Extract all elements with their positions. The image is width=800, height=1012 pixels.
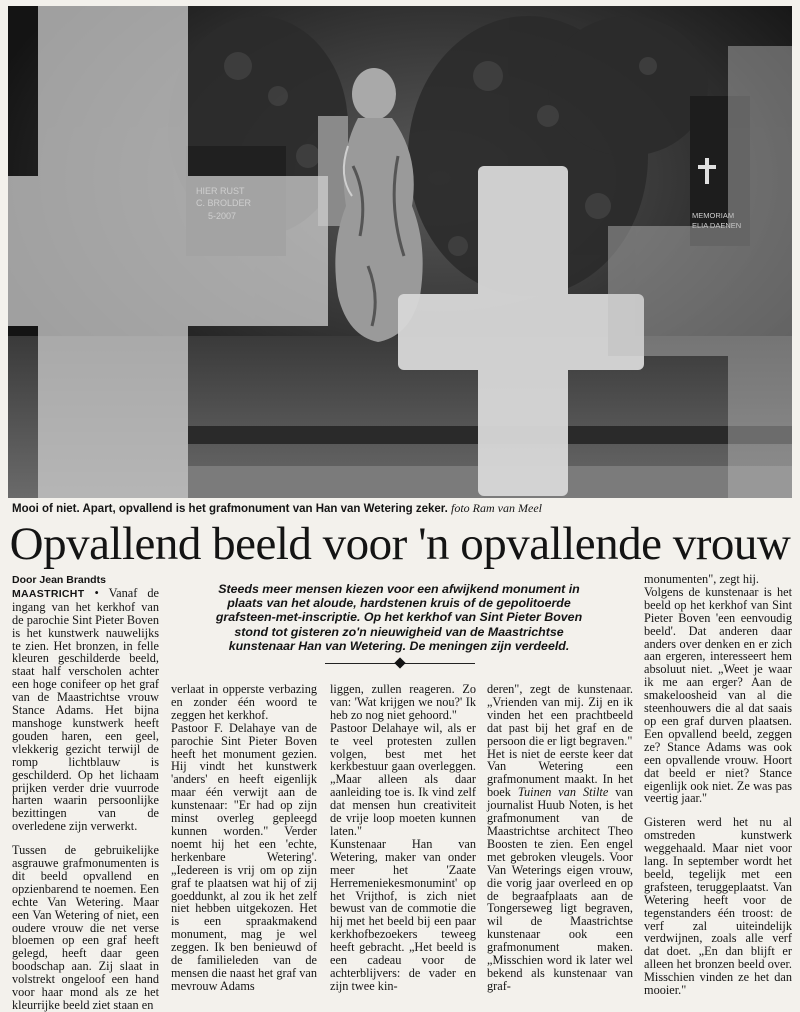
col5-paragraph-2: Volgens de kunstenaar is het beeld op het kerkhof van Sint Pieter Boven 'een eenvoudig beeld'. Dat anderen daar anders over denken en er zich aan ergeren, interesseert hem absoluut niet. „Weet je waar ik me aan erger? Aan de smakeloosheid van al die steenhouwers die al dat saais op een graf durven plaatsen. Een opvallend beeld, zeggen ze? Stance Adams was ook een opvallende vrouw. Hoort dat beeld er niet? Stance eigenlijk ook niet. Ze was pas veertig jaar." bbox=[644, 584, 792, 806]
article-column-5 bbox=[644, 573, 792, 997]
photo-credit: foto Ram van Meel bbox=[451, 501, 542, 515]
article-column-1: Door Jean Brandts MAASTRICHT • Vanaf de ingang van het kerkhof van de parochie Sint Pieter Boven is het kunstwerk nauwelijks te zien. Het bronzen, in felle kleuren geschilderde beeld, staat half verscholen achter een hoge conifeer op het graf van de Maastrichtse vrouw Stance Adams. Het bijna manshoge kunstwerk heeft gouden haren, een geel, vlekkerig gezicht terwijl de romp lichtblauw is geschilderd. Op het lichaam prijken verder drie vuurrode harten waarin persoonlijke bezittingen van de overledene zijn verwerkt. Tussen de gebruikelijke asgrauwe grafmonumenten is dit beeld opvallend en opzienbarend te noemen. Een echte Van Wetering. Maar een Van Wetering of niet, een oudere vrouw die net verse bloemen op een graf heeft gelegd, heeft daar geen boodschap aan. Zij slaat in volstrekt ongeloof een hand voor haar mond als ze het kleurrijke beeld ziet staan en bbox=[12, 574, 160, 1012]
col1-paragraph-1: Vanaf de ingang van het kerkhof van de parochie Sint Pieter Boven is het kunstwerk nauwelijks te zien. Het bronzen, in felle kleuren geschilderde beeld, staat half verscholen achter een hoge conifeer op het graf van de Maastrichtse vrouw Stance Adams. Het bijna manshoge kunstwerk heeft gouden haren, een geel, vlekkerig gezicht terwijl de romp lichtblauw is geschilderd. Op het lichaam prijken verder drie vuurrode harten waarin persoonlijke bezittingen van de overledene zijn verwerkt. bbox=[12, 585, 160, 834]
col5-paragraph-3: Gisteren werd het nu al omstreden kunstwerk weggehaald. Maar niet voor lang. In september wordt het beeld, tegelijk met een grafsteen, teruggeplaatst. Van Wetering heeft voor de tegenstanders één troost: de verf zal uiteindelijk verdwijnen, zoals alle verf dat doet. „En dan blijft er alleen het bronzen beeld over. Misschien vinden ze het dan mooier." bbox=[644, 815, 792, 998]
cemetery-photo-illustration bbox=[8, 6, 792, 498]
headline: Opvallend beeld voor 'n opvallende vrouw bbox=[9, 518, 791, 570]
col4-paragraph-1: deren", zegt de kunstenaar. „Vrienden van mij. Zij en ik vinden het een prachtbeeld dat past bij het graf en de persoon die er ligt begraven." bbox=[487, 682, 633, 748]
gravestone-right-line1: MEMORIAM bbox=[692, 211, 735, 220]
article-photo bbox=[8, 6, 792, 498]
col1-paragraph-2: Tussen de gebruikelijke asgrauwe grafmonumenten is dit beeld opvallend en opzienbarend te noemen. Een echte Van Wetering. Maar een Van Wetering of niet, een oudere vrouw die net verse bloemen op een graf heeft gelegd, heeft daar geen boodschap aan. Zij slaat in volstrekt ongeloof een hand voor haar mond als ze het kleurrijke beeld ziet staan en bbox=[12, 843, 159, 1012]
byline: Door Jean Brandts bbox=[12, 574, 106, 586]
col3-paragraph-2: Pastoor Delahaye wil, als er te veel protesten zullen volgen, best met het kerkbestuur gaan overleggen. „Maar alleen als daar aanleiding toe is. Ik vind zelf dat mensen hun creativiteit de vrije loop moeten kunnen laten." bbox=[330, 720, 476, 838]
gravestone-right-line2: ELIA DAENEN bbox=[692, 221, 742, 230]
col3-paragraph-1: liggen, zullen reageren. Zo van: 'Wat krijgen we nou?' Ik heb zo nog niet gehoord." bbox=[330, 682, 476, 722]
dateline: MAASTRICHT bbox=[12, 587, 85, 600]
article-column-3 bbox=[330, 683, 476, 993]
book-title: Tuinen van Stilte bbox=[517, 785, 609, 800]
col4-paragraph-2: Het is niet de eerste keer dat Van Wetering een grafmonument maakt. In het boek Tuinen van Stilte van journalist Huub Noten, is het grafmonument van de Maastrichtse architect Theo Boosten te zien. Een engel met gebroken vleugels. Voor Van Weterings eigen vrouw, die vorig jaar overleed en op de begraafplaats aan de Tongerseweg ligt begraven, wil de Maastrichtse kunstenaar ook een grafmonument maken. „Misschien word ik later wel bekend als kunstenaar van graf- bbox=[487, 746, 633, 993]
article-column-2 bbox=[171, 683, 317, 993]
divider-diamond bbox=[394, 657, 405, 668]
col3-paragraph-3: Kunstenaar Han van Wetering, maker van onder meer het 'Zaate Herremeniekesmonumint' op het Vrijthof, is zich niet bewust van de commotie die hij met het beeld bij een paar kerkhofbezoekers teweeg heeft gebracht. „Het beeld is een cadeau voor de achterblijvers: de vader en zijn twee kin- bbox=[330, 836, 476, 993]
intro-paragraph: Steeds meer mensen kiezen voor een afwijkend monument in plaats van het aloude, hardstenen kruis of de gepolitoerde grafsteen-met-inscriptie. Op het kerkhof van Sint Pieter Boven stond tot gisteren zo'n nieuwigheid van de Maastrichtse kunstenaar Han van Wetering. De meningen zijn verdeeld. bbox=[215, 582, 583, 653]
col2-paragraph-2: Pastoor F. Delahaye van de parochie Sint Pieter Boven heeft het monument gezien. Hij vindt het kunstwerk 'anders' en heeft eigenlijk maar één verwijt aan de kunstenaar: "Er had op zijn minst overleg gepleegd kunnen worden." Verder noemt hij het een 'echte, herkenbare Wetering'. „Iedereen is vrij om op zijn graf te plaatsen wat hij of zij goeddunkt, al zou ik het zelf niet hebben uitgekozen. Het is een spraakmakend monument, mag je wel zeggen. Ik ben benieuwd of de familieleden van de mensen die naast het graf van mevrouw Adams bbox=[171, 720, 317, 993]
col2-paragraph-1: verlaat in opperste verbazing en zonder één woord te zeggen het kerkhof. bbox=[171, 682, 317, 722]
article-column-4 bbox=[487, 683, 633, 993]
col5-paragraph-1: monumenten", zegt hij. bbox=[644, 572, 759, 586]
caption-lead: Mooi of niet. Apart, opvallend is het grafmonument van Han van Wetering zeker. bbox=[12, 503, 448, 515]
